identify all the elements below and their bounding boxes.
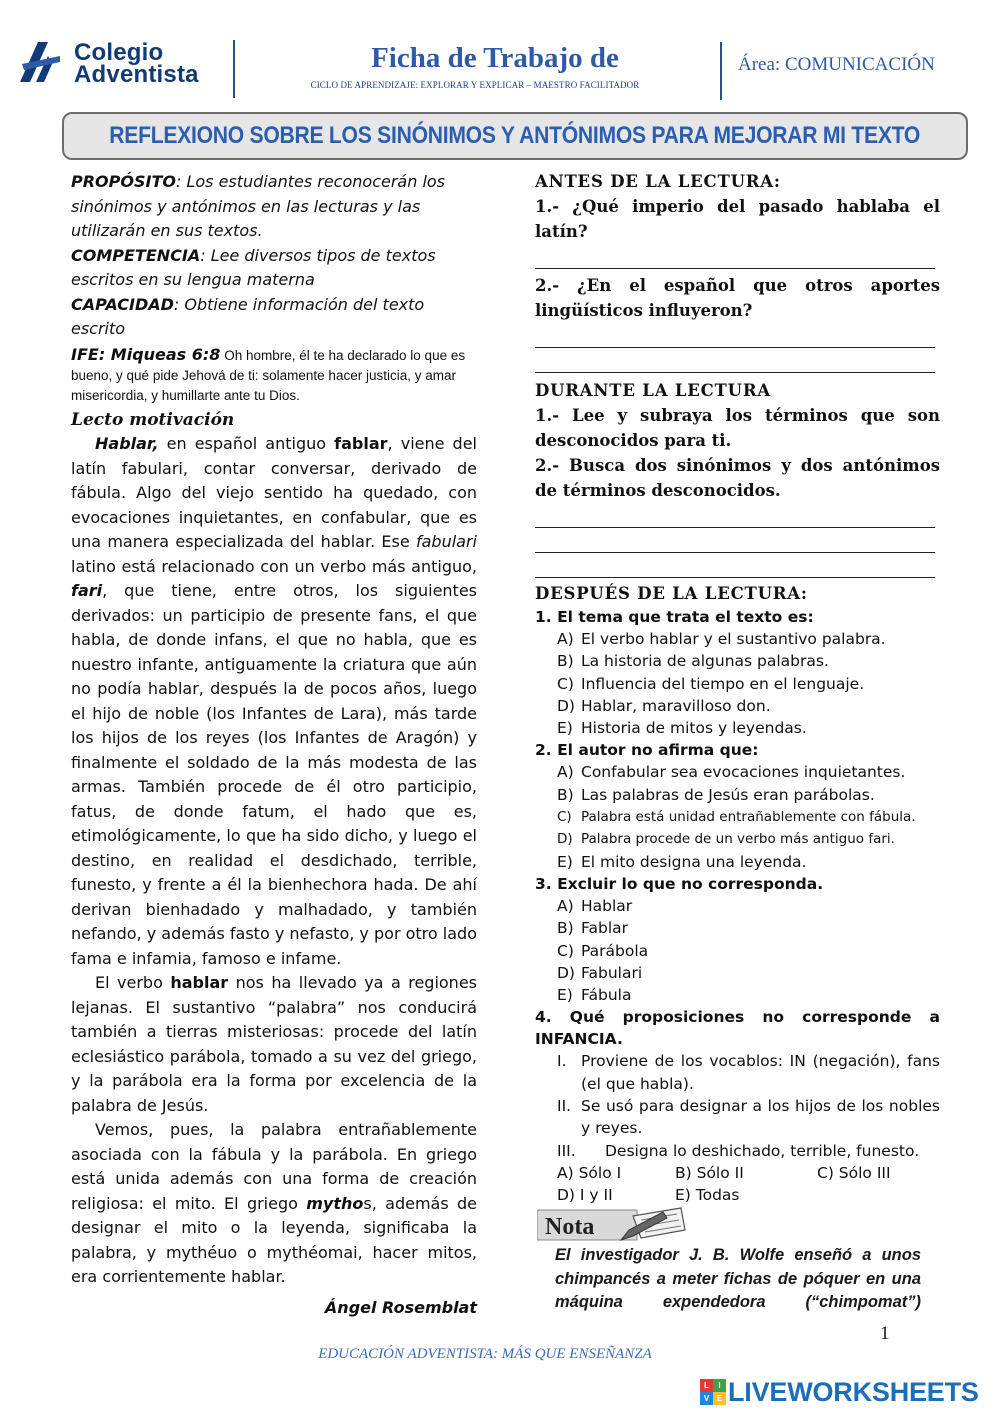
liveworksheets-icon xyxy=(700,1379,726,1405)
question-1-options xyxy=(535,628,940,739)
question-1: 1. El tema que trata el texto es: xyxy=(535,608,814,626)
antes-question-1: 1.- ¿Qué imperio del pasado hablaba el latín? xyxy=(535,197,940,241)
option-text: El verbo hablar y el sustantivo palabra. xyxy=(581,630,886,648)
option-text: Las palabras de Jesús eran parábolas. xyxy=(581,785,875,804)
nota-badge xyxy=(537,1206,687,1242)
capacidad-label: CAPACIDAD xyxy=(71,294,174,314)
despues-title: DESPUÉS DE LA LECTURA: xyxy=(535,584,808,603)
text-run: El verbo xyxy=(95,973,171,992)
option-text: Parábola xyxy=(581,941,649,960)
brand-icon-letter: I xyxy=(713,1379,726,1392)
school-logo-icon xyxy=(18,40,62,84)
antes-question-2: 2.- ¿En el español que otros aportes lingüísticos influyeron? xyxy=(535,276,940,320)
option-item[interactable] xyxy=(535,717,940,739)
answer-row xyxy=(535,1162,940,1184)
option-item[interactable] xyxy=(535,673,940,695)
worksheet-title: Ficha de Trabajo de xyxy=(371,42,619,74)
topic-banner xyxy=(62,112,968,160)
option-item[interactable] xyxy=(535,628,940,650)
option-text: Confabular sea evocaciones inquietantes. xyxy=(581,763,906,782)
durante-question-1: 1.- Lee y subraya los términos que son desconocidos para ti. xyxy=(535,406,940,450)
answer-line[interactable] xyxy=(535,528,935,553)
option-item[interactable] xyxy=(535,806,940,828)
ife-label: IFE xyxy=(71,344,99,364)
proposition-text: Proviene de los vocablos: IN (negación), fans (el que habla). xyxy=(581,1052,940,1093)
liveworksheets-text: LIVEWORKSHEETS xyxy=(728,1376,979,1407)
proposition-key: III. xyxy=(557,1141,576,1160)
durante-title: DURANTE LA LECTURA xyxy=(535,381,771,400)
option-key: B) xyxy=(557,652,574,671)
capacidad-text: : Obtiene información del texto escrito xyxy=(71,294,425,338)
text-run: en español antiguo xyxy=(158,434,335,453)
answer-option[interactable]: D) I y II xyxy=(557,1186,613,1205)
option-item[interactable] xyxy=(535,695,940,717)
answer-option[interactable]: C) Sólo III xyxy=(817,1163,891,1182)
question-4-options xyxy=(535,1050,940,1206)
option-key: E) xyxy=(557,719,573,738)
option-text: Fablar xyxy=(581,919,629,938)
option-text: Fabulari xyxy=(581,963,643,982)
answer-option[interactable]: B) Sólo II xyxy=(675,1163,744,1182)
topic-banner-text: REFLEXIONO SOBRE LOS SINÓNIMOS Y ANTÓNIMOS PARA MEJORAR MI TEXTO xyxy=(109,122,921,149)
brand-icon-letter: V xyxy=(700,1392,713,1405)
text-run: Vemos, pues, la palabra entrañablemente asociada con la fábula y la parábola. En griego está unida además con una forma de creación religiosa: el mito. El griego xyxy=(71,1120,477,1213)
text-run: nos ha llevado ya a regiones lejanas. El sustantivo “palabra” nos conducirá también a tierras misteriosas: procede del latín eclesiástico parábola, tomado a su vez del griego, y la parábola era la forma por excelencia de la palabra de Jesús. xyxy=(71,973,478,1115)
word-fabulari: fabulari xyxy=(415,532,477,551)
option-text: La historia de algunas palabras. xyxy=(581,652,829,671)
option-key: C) xyxy=(557,674,574,693)
option-text: Palabra procede de un verbo más antiguo fari. xyxy=(581,831,895,848)
reading-paragraph-1 xyxy=(71,432,477,971)
answer-line[interactable] xyxy=(535,553,935,578)
durante-question-2: 2.- Busca dos sinónimos y dos antónimos de términos desconocidos. xyxy=(535,456,940,500)
option-key: A) xyxy=(557,763,574,782)
proposito xyxy=(71,170,477,244)
worksheet-subtitle: CICLO DE APRENDIZAJE: EXPLORAR Y EXPLICAR – MAESTRO FACILITADOR xyxy=(310,80,640,90)
option-item[interactable] xyxy=(535,917,940,939)
school-logo-text xyxy=(74,39,199,88)
page-number: 1 xyxy=(880,1323,890,1344)
option-item[interactable] xyxy=(535,851,940,873)
answer-line[interactable] xyxy=(535,348,935,373)
proposito-text: : Los estudiantes reconocerán los sinónimos y antónimos en las lecturas y las utilizarán en sus textos. xyxy=(71,172,446,240)
option-item[interactable] xyxy=(535,962,940,984)
option-item[interactable] xyxy=(535,895,940,917)
proposition-key: I. xyxy=(557,1052,567,1071)
antes-title: ANTES DE LA LECTURA: xyxy=(535,172,781,191)
option-text: Hablar, maravilloso don. xyxy=(581,696,771,715)
competencia-label: COMPETENCIA xyxy=(71,245,201,265)
brand-icon-letter: E xyxy=(713,1392,726,1405)
proposito-label: PROPÓSITO xyxy=(71,172,176,191)
reading-paragraph-2 xyxy=(71,971,477,1118)
option-text: Palabra está unidad entrañablemente con fábula. xyxy=(581,809,916,826)
nota-label: Nota xyxy=(545,1214,595,1240)
question-3: 3. Excluir lo que no corresponda. xyxy=(535,874,824,893)
text-run: latino está relacionado con un verbo más antiguo, xyxy=(71,556,477,576)
option-key: A) xyxy=(557,630,574,648)
answer-option[interactable]: A) Sólo I xyxy=(557,1163,622,1182)
answer-line[interactable] xyxy=(535,323,935,348)
brand-icon-letter: L xyxy=(700,1379,713,1392)
liveworksheets-brand[interactable] xyxy=(700,1372,979,1412)
answer-option[interactable]: E) Todas xyxy=(675,1186,740,1205)
option-item[interactable] xyxy=(535,984,940,1006)
footer-slogan: EDUCACIÓN ADVENTISTA: MÁS QUE ENSEÑANZA xyxy=(318,1346,652,1362)
option-item[interactable] xyxy=(535,650,940,672)
competencia xyxy=(71,244,477,293)
option-key: E) xyxy=(557,986,573,1005)
left-column xyxy=(71,170,477,1320)
proposition-text: Designa lo deshichado, terrible, funesto. xyxy=(605,1141,920,1160)
header-divider-right xyxy=(720,42,722,100)
word-hablar: Hablar, xyxy=(95,434,159,453)
header-divider-left xyxy=(233,40,235,98)
option-key: E) xyxy=(557,852,573,871)
reading-paragraph-3 xyxy=(71,1118,477,1290)
proposition-key: II. xyxy=(557,1097,572,1116)
proposition-item xyxy=(535,1095,940,1140)
proposition-item xyxy=(535,1140,940,1162)
option-text: Historia de mitos y leyendas. xyxy=(581,719,807,738)
option-text: Influencia del tiempo en el lenguaje. xyxy=(581,674,865,693)
subject-area: Área: COMUNICACIÓN xyxy=(738,54,935,75)
option-key: D) xyxy=(557,831,573,848)
option-key: B) xyxy=(557,919,574,938)
answer-row xyxy=(535,1184,940,1206)
question-3-options xyxy=(535,895,940,1006)
answer-line[interactable] xyxy=(535,503,935,528)
option-key: A) xyxy=(557,896,574,915)
question-2: 2. El autor no afirma que: xyxy=(535,741,759,760)
option-item[interactable] xyxy=(535,940,940,962)
option-text: Fábula xyxy=(581,986,632,1005)
reading-author: Ángel Rosemblat xyxy=(324,1297,477,1317)
text-run: , viene del latín fabulari, contar conversar, derivado de fábula. Algo del viejo sentido ha quedado, con evocaciones inquietantes, en confabular, que es una manera especializada del hablar. Ese xyxy=(71,434,477,551)
option-key: B) xyxy=(557,785,574,804)
word-hablar-bold: hablar xyxy=(170,973,229,992)
ife-reference: : Miqueas 6:8 xyxy=(98,344,221,364)
word-mytho: mytho xyxy=(306,1193,364,1213)
capacidad xyxy=(71,293,477,342)
text-run: s, además de designar el mito o la leyenda, significaba la palabra, y mythéuo o mythéomai, hacer mitos, era corrientemente hablar. xyxy=(71,1193,478,1286)
logo-line-1: Colegio xyxy=(74,39,164,66)
option-item[interactable] xyxy=(535,784,940,806)
option-item[interactable] xyxy=(535,761,940,783)
text-run: , que tiene, entre otros, los siguientes derivados: un participio de presente fans, el que habla, de donde infans, el que no habla, que es nuestro infante, antiguamente la criatura que aún no podía hablar, después la de pocos años, luego el hijo de noble (los Infantes de Lara), más tarde los hijos de los reyes (los Infantes de Aragón) y finalmente el soldado de la más modesta de las armas. También procede de él otro participio, fatus, de donde fatum, el hado que es, etimológicamente, lo que ha sido dicho, y luego el destino, en realidad el desdichado, terrible, funesto, y frente a él la bienhechora hada. De ahí derivan bienhadado y malhadado, y también nefando, y además fasto y nefasto, y por otro lado fama e infamia, famoso e infame. xyxy=(71,581,477,968)
option-key: C) xyxy=(557,809,572,826)
option-key: D) xyxy=(557,963,575,982)
lecto-title: Lecto motivación xyxy=(71,409,235,430)
question-2-options xyxy=(535,761,940,872)
proposition-text: Se usó para designar a los hijos de los nobles y reyes. xyxy=(581,1097,940,1138)
word-fablar: fablar xyxy=(334,434,388,453)
answer-line[interactable] xyxy=(535,244,935,269)
nota-text: El investigador J. B. Wolfe enseñó a unos chimpancés a meter fichas de póquer en una máquina expendedora (“chimpomat”) xyxy=(555,1246,921,1311)
logo-line-2: Adventista xyxy=(74,61,199,88)
competencia-text: : Lee diversos tipos de textos escritos en su lengua materna xyxy=(71,245,436,289)
option-item[interactable] xyxy=(535,828,940,850)
ife xyxy=(71,345,477,406)
question-4: 4. Qué proposiciones no corresponde a INFANCIA. xyxy=(535,1008,940,1049)
word-fari: fari xyxy=(71,581,103,600)
proposition-item xyxy=(535,1050,940,1095)
option-key: C) xyxy=(557,941,574,960)
option-key: D) xyxy=(557,696,575,715)
option-text: El mito designa una leyenda. xyxy=(581,852,807,871)
ife-text: Oh hombre, él te ha declarado lo que es bueno, y qué pide Jehová de ti: solamente hacer justicia, y amar misericordia, y humillarte ante tu Dios. xyxy=(71,347,466,403)
right-column xyxy=(535,170,940,1207)
option-text: Hablar xyxy=(581,896,633,915)
